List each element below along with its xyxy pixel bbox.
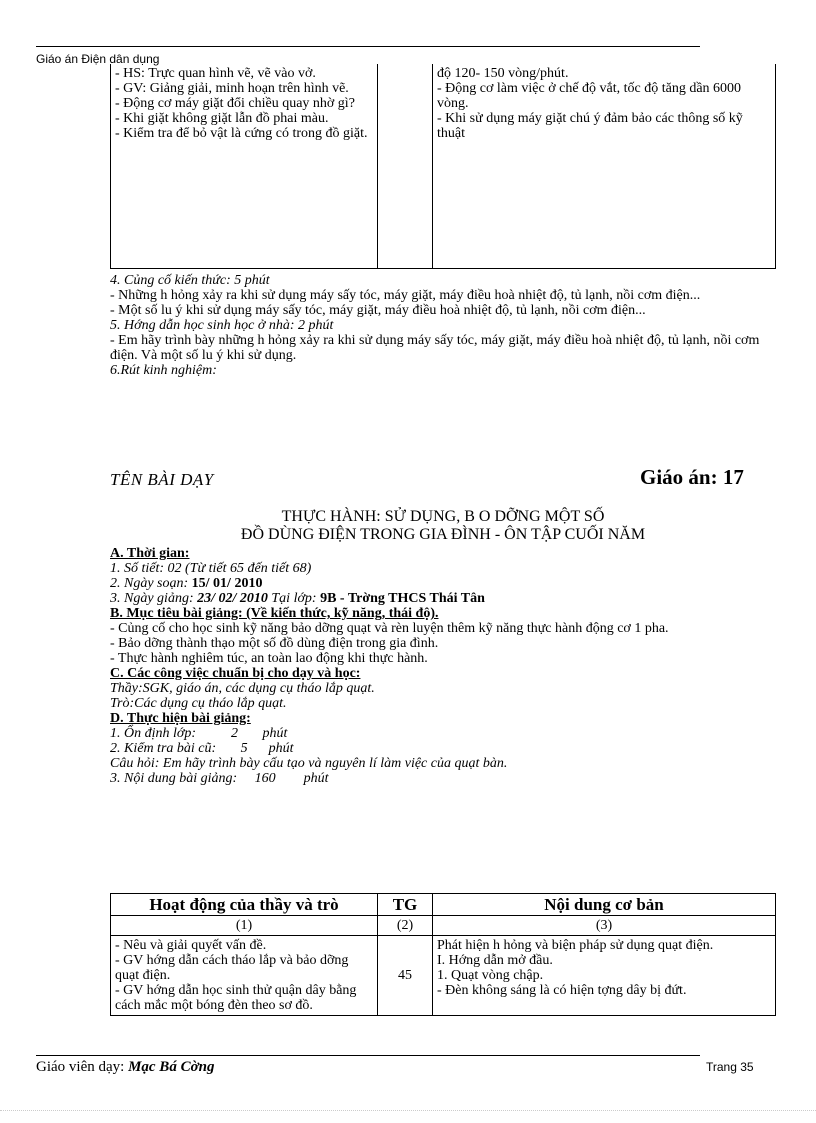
teacher-activity-cell	[111, 936, 378, 1016]
subheader: (2)	[378, 916, 433, 936]
activity-line: - HS: Trực quan hình vẽ, vẽ vào vở.	[115, 66, 316, 81]
header-activity: Hoạt động của thầy và trò	[111, 894, 378, 916]
partD-line: Câu hỏi: Em hãy trình bày cấu tạo và nguyên lí làm việc của quạt bàn.	[110, 756, 508, 771]
partA-line	[110, 576, 776, 591]
lesson-label: TÊN BÀI DẠY	[110, 470, 214, 489]
content-line: 1. Quạt vòng chập.	[437, 968, 544, 983]
activity-line: - Nêu và giải quyết vấn đề.	[115, 938, 267, 953]
activity-line: - Khi giặt không giặt lẫn đồ phai màu.	[115, 111, 329, 126]
sections-4-6	[110, 273, 776, 378]
header-content: Nội dung cơ bản	[433, 894, 776, 916]
partB-line: - Thực hành nghiêm túc, an toàn lao động khi thực hành.	[110, 651, 428, 666]
lesson-title-line: ĐỒ DÙNG ĐIỆN TRONG GIA ĐÌNH - ÔN TẬP CUỐI NĂM	[240, 526, 646, 543]
activity-line: - Động cơ máy giặt đổi chiều quay nhờ gì?	[115, 96, 355, 111]
content-line: I. Hớng dẫn mở đầu.	[437, 953, 553, 968]
lesson-title	[110, 508, 776, 544]
teacher-name: Mạc Bá Cờng	[128, 1059, 215, 1075]
partC-line: Trò:Các dụng cụ tháo lắp quạt.	[110, 696, 287, 711]
activity-line: - Kiểm tra để bỏ vật là cứng có trong đồ giặt.	[115, 126, 368, 141]
content-line: - Động cơ làm việc ở chế độ vắt, tốc độ tăng dần 6000 vòng.	[437, 81, 742, 111]
class-name: 9B - Trờng THCS Thái Tân	[320, 591, 485, 606]
content-line: - Khi sử dụng máy giặt chú ý đảm bảo các thông số kỹ thuật	[437, 111, 743, 141]
partD-line: 3. Nội dung bài giảng: 160 phút	[110, 771, 329, 786]
content-line: Phát hiện h hỏng và biện pháp sử dụng quạt điện.	[437, 938, 714, 953]
partD-heading: D. Thực hiện bài giảng:	[110, 711, 251, 726]
subheader: (3)	[433, 916, 776, 936]
activity-line: - GV hớng dẫn học sinh thử quận dây bằng cách mắc một bóng đèn theo sơ đồ.	[115, 983, 357, 1013]
section6-heading: 6.Rút kinh nghiệm:	[110, 363, 217, 378]
partC-line: Thầy:SGK, giáo án, các dụng cụ tháo lắp quạt.	[110, 681, 375, 696]
page-number: Trang 35	[706, 1060, 754, 1074]
subheader: (1)	[111, 916, 378, 936]
header-rule	[36, 46, 700, 47]
teach-date: 23/ 02/ 2010	[197, 591, 268, 606]
page-header-title: Giáo án Điện dân dụng	[36, 52, 160, 66]
time-value: 45	[378, 936, 433, 1016]
partC-heading: C. Các công việc chuẩn bị cho dạy và học:	[110, 666, 361, 681]
teach-date-label: 3. Ngày giảng:	[110, 591, 198, 606]
page-bottom-edge	[0, 1110, 816, 1112]
content-line: độ 120- 150 vòng/phút.	[437, 66, 569, 81]
teacher-label: Giáo viên dạy:	[36, 1059, 129, 1075]
partA-line	[110, 591, 776, 606]
partD-line: 2. Kiểm tra bài cũ: 5 phút	[110, 741, 294, 756]
lesson-body	[110, 546, 776, 786]
class-label: Tại lớp:	[267, 591, 321, 606]
footer-teacher	[36, 1059, 214, 1076]
time-cell	[378, 64, 433, 269]
content-line: - Đèn không sáng là có hiện tợng dây bị đứt.	[437, 983, 687, 998]
partB-line: - Củng cố cho học sinh kỹ năng bảo dỡng quạt và rèn luyện thêm kỹ năng thực hành động cơ 1 pha.	[110, 621, 669, 636]
section4-heading: 4. Củng cố kiến thức: 5 phút	[110, 273, 270, 288]
prep-date-label: 2. Ngày soạn:	[110, 576, 192, 591]
partB-line: - Bảo dỡng thành thạo một số đồ dùng điện trong gia đình.	[110, 636, 439, 651]
content-cell	[433, 64, 776, 269]
activity-line: - GV: Giảng giải, minh hoạn trên hình vẽ.	[115, 81, 349, 96]
lesson-title-line: THỰC HÀNH: SỬ DỤNG, B O DỠNG MỘT SỐ	[281, 508, 605, 525]
partD-line: 1. Ổn định lớp: 2 phút	[110, 726, 288, 741]
activity-line: - GV hớng dẫn cách tháo lắp và bảo dỡng quạt điện.	[115, 953, 349, 983]
content-cell	[433, 936, 776, 1016]
partA-heading: A. Thời gian:	[110, 546, 190, 561]
partA-line: 1. Số tiết: 02 (Từ tiết 65 đến tiết 68)	[110, 561, 312, 576]
header-time: TG	[378, 894, 433, 916]
section4-line: - Những h hỏng xảy ra khi sử dụng máy sấy tóc, máy giặt, máy điều hoà nhiệt độ, tủ lạnh, nồi cơm điện...	[110, 288, 701, 303]
section5-heading: 5. Hớng dẫn học sinh học ở nhà: 2 phút	[110, 318, 334, 333]
plan-number: Giáo án: 17	[640, 465, 744, 489]
prep-date: 15/ 01/ 2010	[191, 576, 263, 591]
footer-rule	[36, 1055, 700, 1056]
activity-table	[110, 893, 776, 1016]
partB-heading: B. Mục tiêu bài giảng: (Về kiến thức, kỹ năng, thái độ).	[110, 606, 439, 621]
section5-line: - Em hãy trình bày những h hỏng xảy ra khi sử dụng máy sấy tóc, máy giặt, máy điều hoà nhiệt độ, tủ lạnh, nồi cơm điện. Và một số lu ý khi sử dụng.	[110, 333, 760, 363]
section4-line: - Một số lu ý khi sử dụng máy sấy tóc, máy giặt, máy điều hoà nhiệt độ, tủ lạnh, nồi cơm điện...	[110, 303, 646, 318]
teacher-activity-cell	[111, 64, 378, 269]
activity-table-continued	[110, 64, 776, 269]
